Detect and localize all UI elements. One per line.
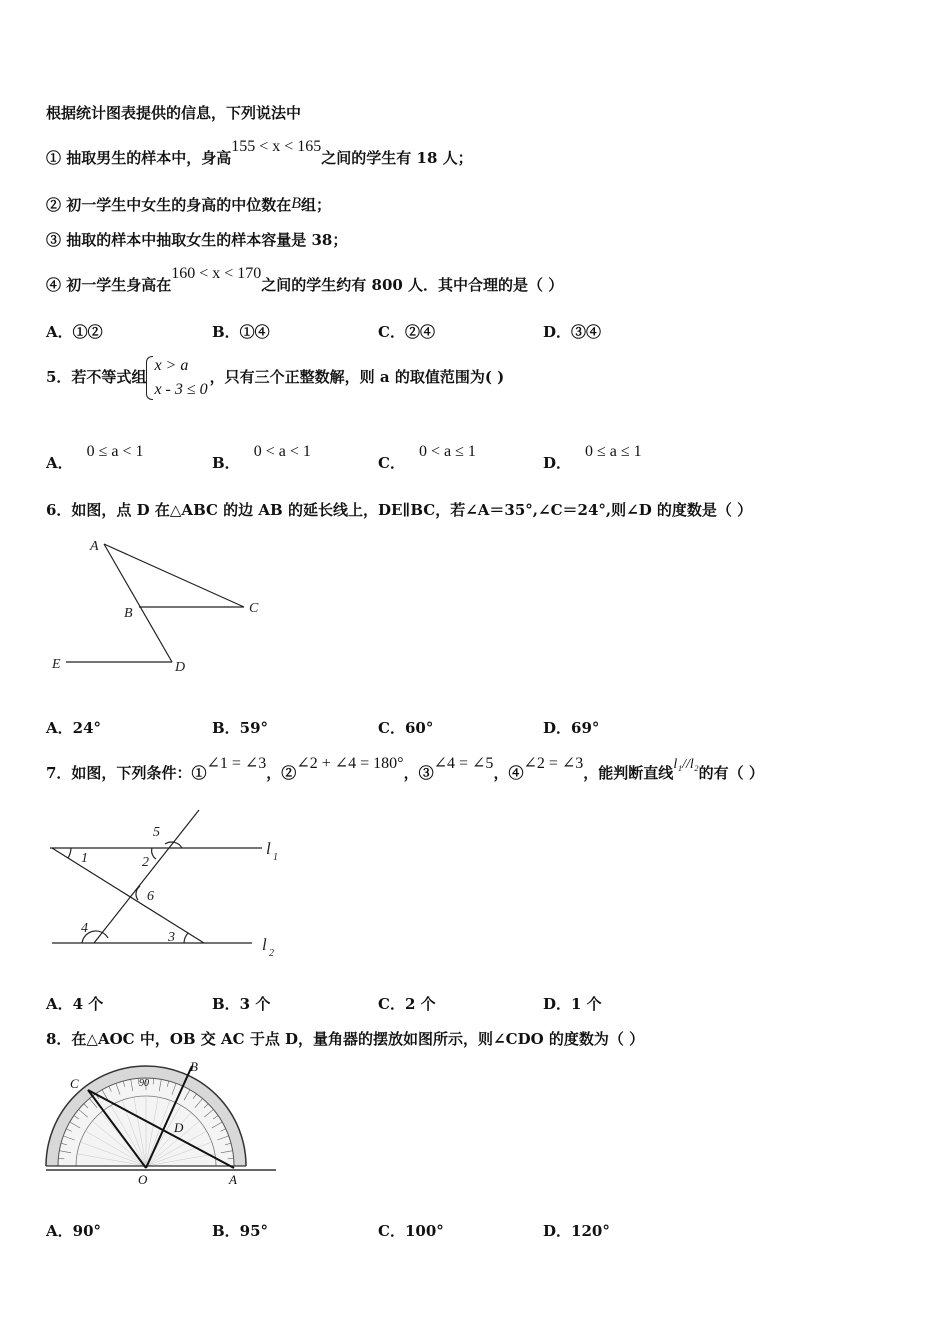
q4-statement-4: ④ 初一学生身高在160 < x < 170之间的学生约有 800 人．其中合理的是（ ） xyxy=(46,265,564,294)
q5-inequality-system: x > a x - 3 ≤ 0 xyxy=(146,354,207,402)
q6-label-e: E xyxy=(52,657,61,672)
q5-option-c[interactable]: C．0 < a ≤ 1 xyxy=(378,443,476,472)
q8-text: 8．在△AOC 中，OB 交 AC 于点 D，量角器的摆放如图所示，则∠CDO 的度数为（ ） xyxy=(46,1030,645,1048)
q8-label-d: D xyxy=(174,1120,184,1135)
q6-label-d: D xyxy=(175,660,186,675)
q6-option-d[interactable]: D．69° xyxy=(543,719,600,737)
q4-intro: 根据统计图表提供的信息，下列说法中 xyxy=(46,104,302,122)
q7-label-6: 6 xyxy=(147,889,154,904)
q6-option-c[interactable]: C．60° xyxy=(378,719,434,737)
q5-option-a[interactable]: A．0 ≤ a < 1 xyxy=(46,443,144,472)
q6-option-a[interactable]: A．24° xyxy=(46,719,102,737)
q8-label-c: C xyxy=(70,1076,79,1091)
q7-label-3: 3 xyxy=(168,930,175,945)
q4-option-d[interactable]: D．③④ xyxy=(543,323,602,341)
q8-label-a: A xyxy=(229,1172,237,1187)
q7-label-l1: l xyxy=(266,839,271,858)
q8-option-a[interactable]: A．90° xyxy=(46,1222,102,1240)
q8-scale-90: 90 xyxy=(139,1078,149,1089)
q4-option-a[interactable]: A．①② xyxy=(46,323,103,341)
q7-transversal-b xyxy=(94,810,199,943)
q4-statement-2: ② 初一学生中女生的身高的中位数在B组； xyxy=(46,195,332,214)
q7-label-4: 4 xyxy=(81,921,88,936)
q7-label-l2: l xyxy=(262,935,267,954)
q6-label-b: B xyxy=(124,606,133,621)
q7-text: 7．如图，下列条件：①∠1 = ∠3，②∠2 + ∠4 = 180°，③∠4 = ∠5，④∠2 = ∠3，能判断直线l₁//l₂的有（ ） xyxy=(46,755,764,782)
q5-option-b[interactable]: B．0 < a < 1 xyxy=(212,443,311,472)
q7-option-a[interactable]: A．4 个 xyxy=(46,995,104,1013)
q8-option-b[interactable]: B．95° xyxy=(212,1222,269,1240)
q7-figure xyxy=(44,808,289,963)
q6-text: 6．如图，点 D 在△ABC 的边 AB 的延长线上，DE∥BC，若∠A＝35°,∠C＝24°,则∠D 的度数是（ ） xyxy=(46,501,753,519)
q6-segment-ad xyxy=(104,544,172,662)
q4-option-c[interactable]: C．②④ xyxy=(378,323,435,341)
q4-statement-1: ① 抽取男生的样本中，身高155 < x < 165之间的学生有 18 人； xyxy=(46,138,473,167)
q7-option-d[interactable]: D．1 个 xyxy=(543,995,602,1013)
q7-label-1: 1 xyxy=(81,851,88,866)
q7-option-c[interactable]: C．2 个 xyxy=(378,995,436,1013)
q7-label-l2-sub: 2 xyxy=(269,948,274,959)
q7-arc-3 xyxy=(184,933,188,943)
q8-option-c[interactable]: C．100° xyxy=(378,1222,444,1240)
q7-label-5: 5 xyxy=(153,825,160,840)
q4-s1-math: 155 < x < 165 xyxy=(231,138,322,155)
q7-label-2: 2 xyxy=(142,855,149,870)
q4-statement-3: ③ 抽取的样本中抽取女生的样本容量是 38； xyxy=(46,231,348,249)
q4-s4-math: 160 < x < 170 xyxy=(171,265,262,282)
q5-option-d[interactable]: D．0 ≤ a ≤ 1 xyxy=(543,443,642,472)
q6-segment-ac xyxy=(104,544,244,607)
q6-figure xyxy=(44,532,274,677)
q8-protractor-figure xyxy=(40,1056,280,1191)
q5-text: 5．若不等式组 x > a x - 3 ≤ 0 ，只有三个正整数解，则 a 的取值范围为( ) xyxy=(46,354,504,402)
q6-label-c: C xyxy=(249,601,259,616)
q7-arc-2 xyxy=(152,848,156,859)
q8-label-o: O xyxy=(138,1172,148,1187)
q7-arc-1 xyxy=(68,848,71,858)
q7-option-b[interactable]: B．3 个 xyxy=(212,995,271,1013)
q7-label-l1-sub: 1 xyxy=(273,852,278,863)
q4-option-b[interactable]: B．①④ xyxy=(212,323,270,341)
q8-label-b: B xyxy=(190,1059,198,1074)
q6-option-b[interactable]: B．59° xyxy=(212,719,269,737)
q7-transversal-a xyxy=(52,848,204,943)
q6-label-a: A xyxy=(90,539,99,554)
q8-option-d[interactable]: D．120° xyxy=(543,1222,610,1240)
